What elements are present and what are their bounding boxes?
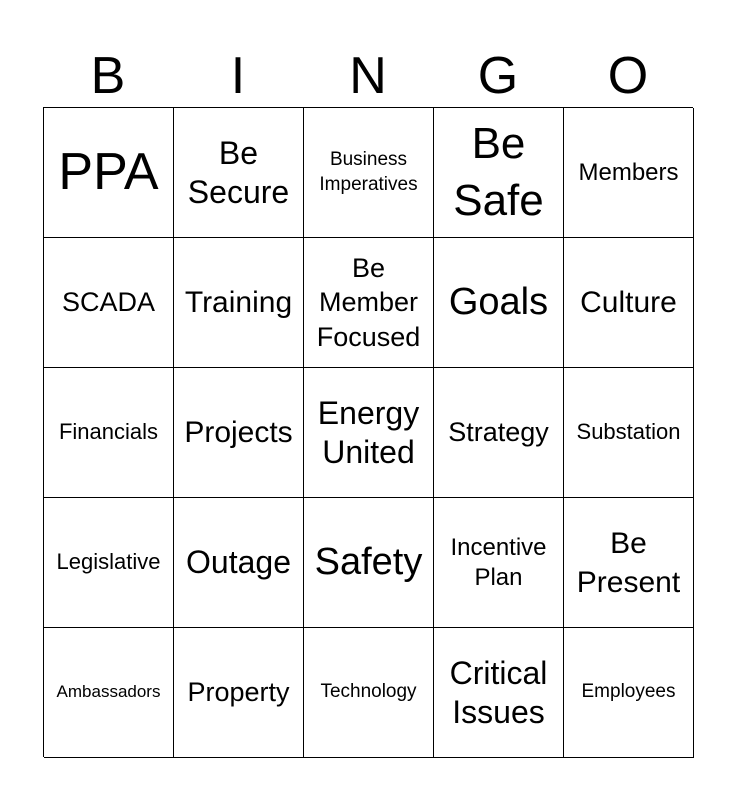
cell-label: Incentive Plan bbox=[450, 533, 547, 591]
bingo-cell[interactable] bbox=[434, 238, 564, 368]
bingo-cell[interactable] bbox=[174, 628, 304, 758]
cell-label: Outage bbox=[186, 544, 291, 581]
bingo-cell[interactable] bbox=[564, 498, 694, 628]
cell-label: Energy United bbox=[317, 395, 420, 470]
header-letter-n: N bbox=[349, 47, 387, 105]
cell-label: Culture bbox=[580, 286, 677, 319]
bingo-cell[interactable] bbox=[304, 628, 434, 758]
bingo-cell[interactable] bbox=[564, 628, 694, 758]
cell-label: Be Member Focused bbox=[316, 252, 421, 352]
bingo-cell[interactable] bbox=[434, 368, 564, 498]
bingo-header bbox=[43, 44, 693, 108]
cell-label: Substation bbox=[576, 419, 681, 445]
cell-label: SCADA bbox=[61, 287, 156, 318]
cell-label: Be Safe bbox=[453, 119, 544, 225]
bingo-cell[interactable] bbox=[174, 368, 304, 498]
cell-label: Legislative bbox=[56, 549, 161, 575]
cell-label: Ambassadors bbox=[56, 682, 161, 702]
bingo-cell[interactable] bbox=[434, 498, 564, 628]
cell-label: PPA bbox=[58, 142, 159, 201]
bingo-cell[interactable] bbox=[304, 498, 434, 628]
cell-label: Strategy bbox=[448, 417, 549, 448]
bingo-cell[interactable] bbox=[564, 108, 694, 238]
header-letter-o: O bbox=[607, 47, 649, 105]
bingo-cell[interactable] bbox=[44, 628, 174, 758]
bingo-cell[interactable] bbox=[304, 368, 434, 498]
cell-label: Be Present bbox=[576, 526, 681, 599]
cell-label: Projects bbox=[184, 416, 293, 449]
bingo-cell[interactable] bbox=[434, 108, 564, 238]
bingo-cell[interactable] bbox=[434, 628, 564, 758]
bingo-board bbox=[43, 107, 693, 757]
cell-label: Training bbox=[184, 286, 293, 319]
bingo-cell[interactable] bbox=[564, 368, 694, 498]
cell-label: Property bbox=[187, 677, 290, 708]
bingo-cell[interactable] bbox=[44, 368, 174, 498]
cell-label: Technology bbox=[320, 681, 417, 703]
cell-label: Goals bbox=[448, 280, 549, 323]
cell-label: Members bbox=[578, 158, 679, 186]
cell-label: Safety bbox=[314, 540, 423, 583]
cell-label: Financials bbox=[58, 419, 159, 445]
cell-label: Critical Issues bbox=[449, 655, 548, 730]
bingo-cell[interactable] bbox=[174, 108, 304, 238]
bingo-cell[interactable] bbox=[44, 498, 174, 628]
bingo-cell[interactable] bbox=[564, 238, 694, 368]
bingo-cell[interactable] bbox=[174, 238, 304, 368]
header-letter-b: B bbox=[90, 47, 126, 105]
header-letter-i: I bbox=[230, 47, 246, 105]
bingo-cell[interactable] bbox=[44, 238, 174, 368]
bingo-cell[interactable] bbox=[174, 498, 304, 628]
header-letter-g: G bbox=[477, 47, 519, 105]
cell-label: Business Imperatives bbox=[319, 148, 418, 195]
bingo-cell[interactable] bbox=[304, 238, 434, 368]
bingo-cell[interactable] bbox=[304, 108, 434, 238]
bingo-cell[interactable] bbox=[44, 108, 174, 238]
cell-label: Employees bbox=[581, 681, 676, 703]
cell-label: Be Secure bbox=[187, 135, 290, 210]
